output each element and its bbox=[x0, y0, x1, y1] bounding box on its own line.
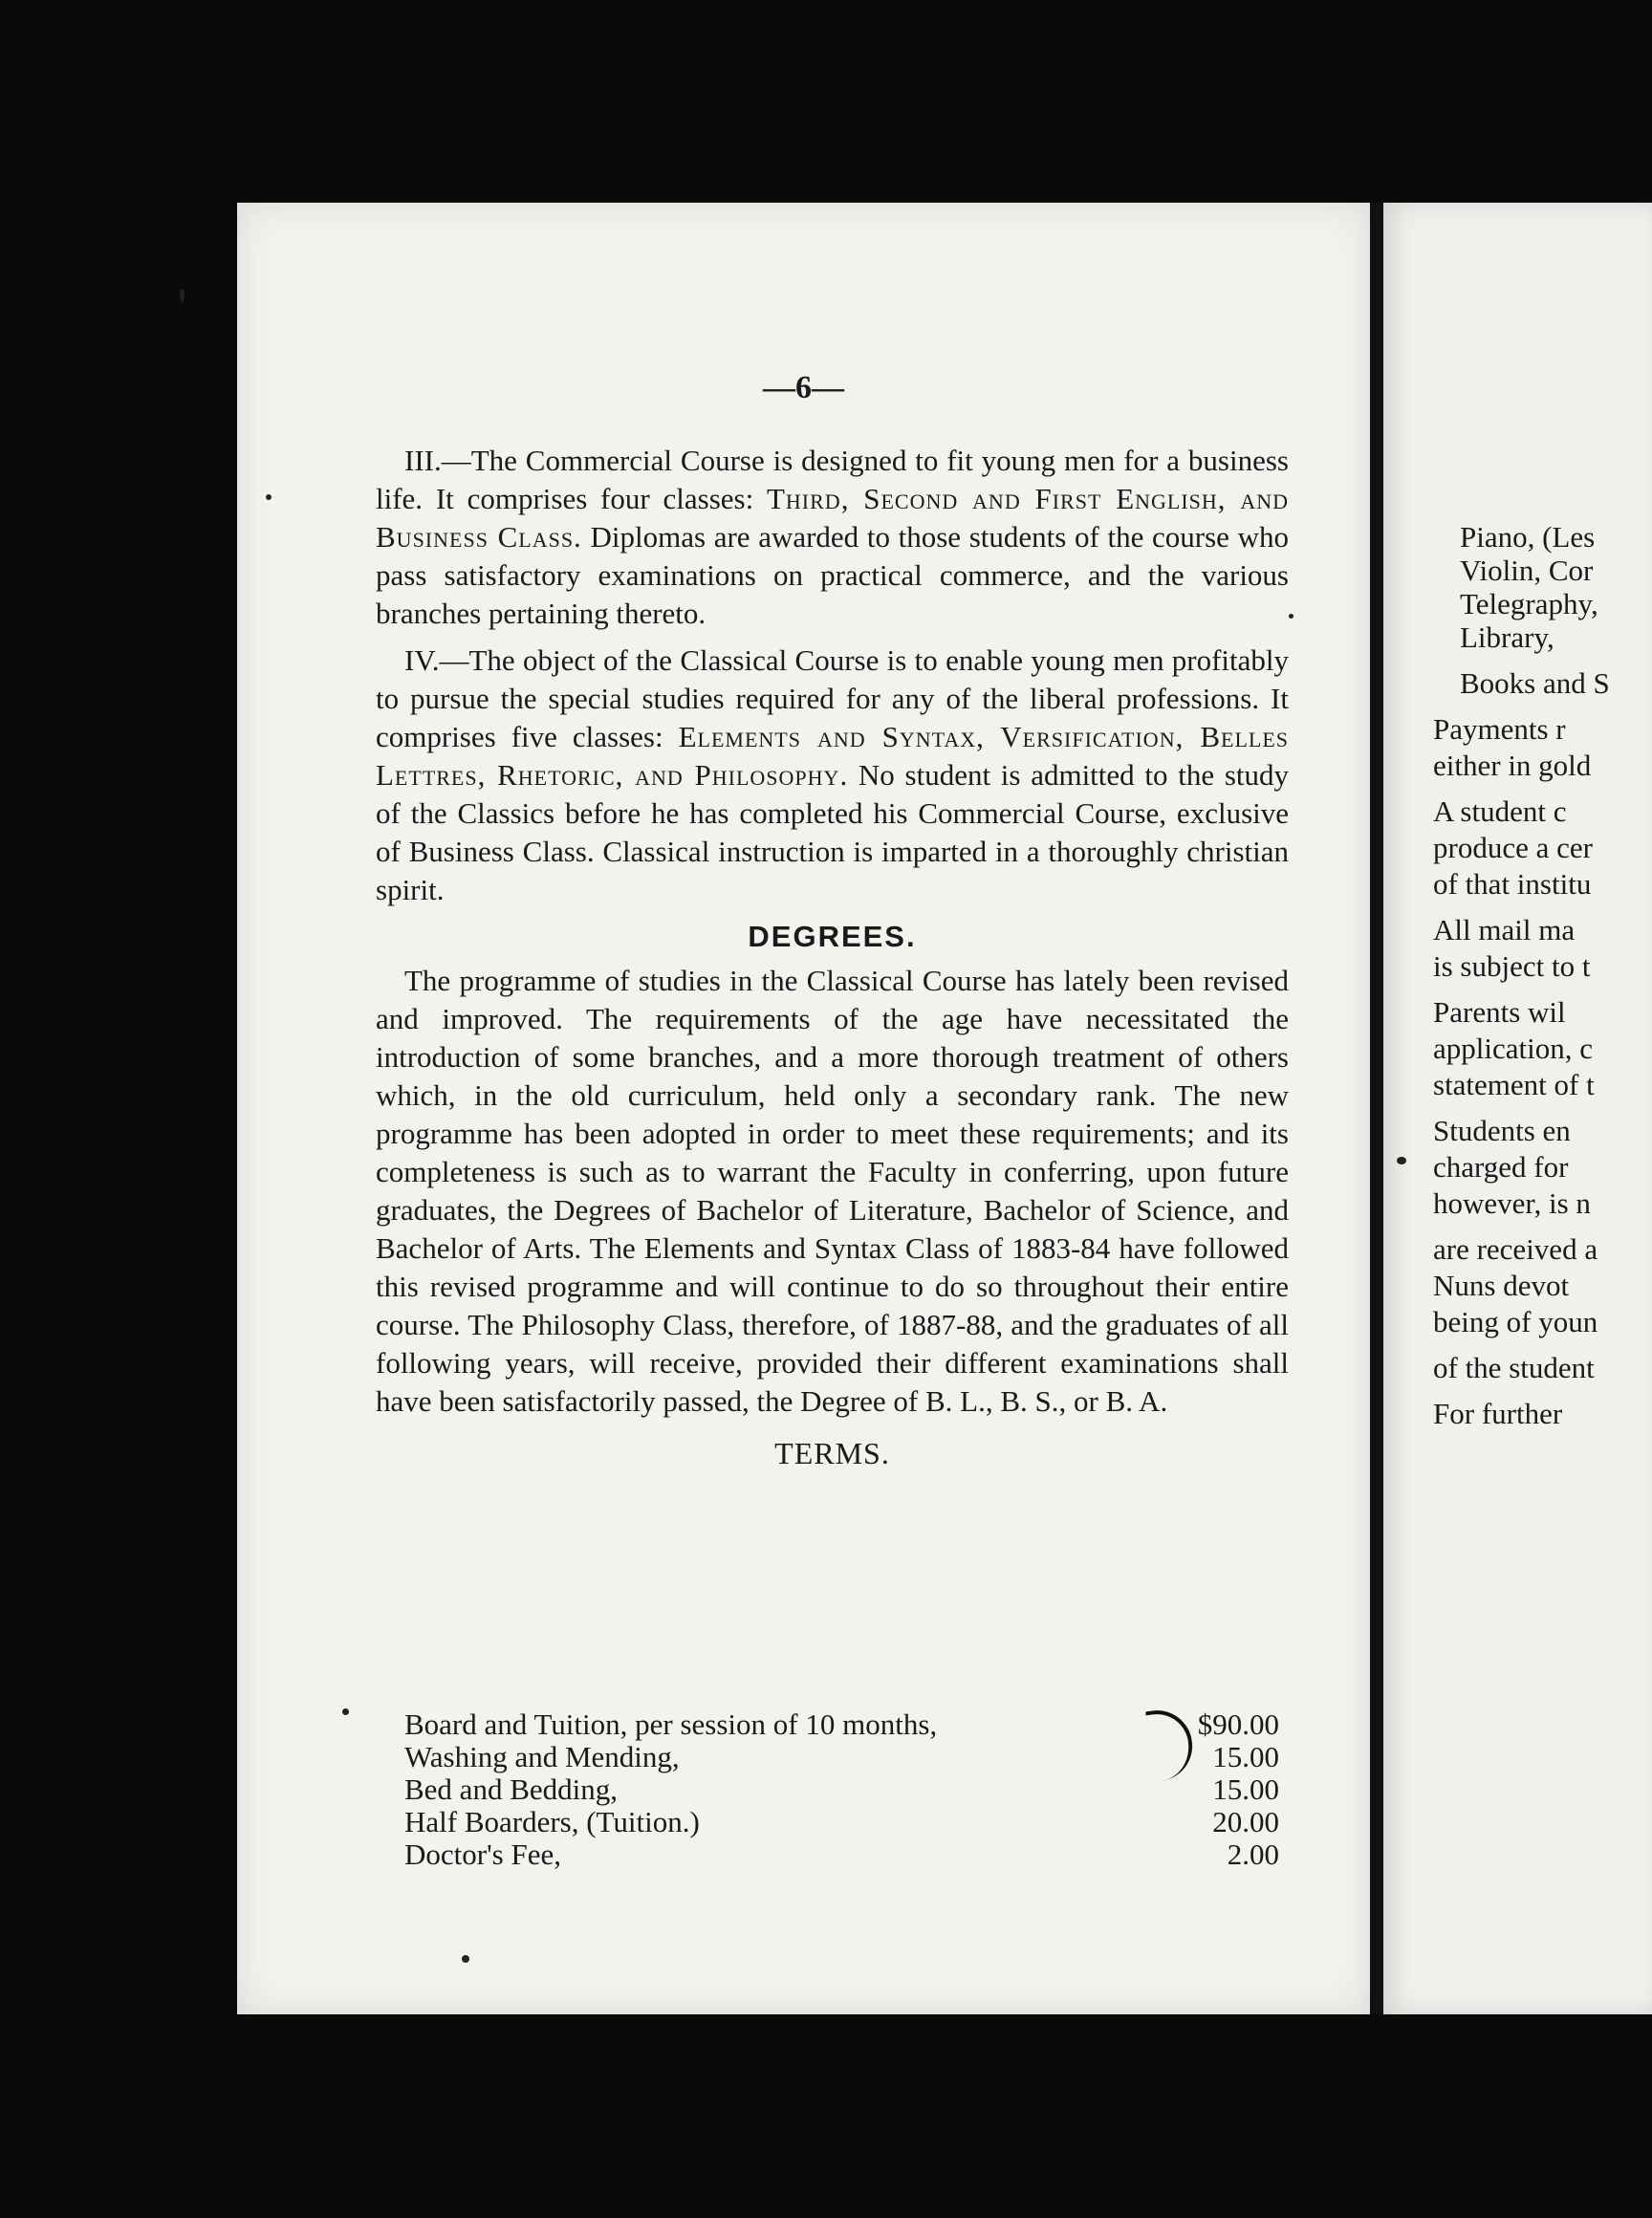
speck bbox=[462, 1955, 469, 1963]
right-page-line: All mail ma bbox=[1433, 913, 1576, 946]
speck bbox=[1289, 614, 1293, 619]
right-page-line: Payments r bbox=[1433, 712, 1566, 746]
commercial-course-paragraph bbox=[376, 442, 1289, 633]
terms-item: Half Boarders, (Tuition.) bbox=[404, 1805, 700, 1838]
main-text bbox=[376, 442, 1289, 1478]
right-page-line: statement of t bbox=[1433, 1068, 1595, 1101]
right-page-line: either in gold bbox=[1433, 749, 1592, 782]
right-page-line: produce a cer bbox=[1433, 831, 1593, 864]
terms-amount: $90.00 bbox=[1197, 1707, 1279, 1741]
right-page-line: being of youn bbox=[1433, 1305, 1598, 1338]
classical-course-paragraph bbox=[376, 641, 1289, 909]
classical-lead: IV.—The object of the Classical Course is to enable young men profitably to pursue the special studies required for any of the liberal professions. It comprises five classes: bbox=[376, 643, 1289, 753]
right-page-line: Telegraphy, bbox=[1460, 587, 1598, 620]
right-page-line: Books and S bbox=[1460, 666, 1610, 700]
terms-amount: 20.00 bbox=[1212, 1805, 1279, 1838]
terms-heading: TERMS. bbox=[774, 1436, 890, 1470]
degrees-heading: DEGREES. bbox=[748, 920, 917, 953]
terms-row bbox=[404, 1838, 1279, 1871]
terms-amount: 15.00 bbox=[1212, 1772, 1279, 1806]
page-number: —6— bbox=[763, 370, 844, 405]
degrees-paragraph: The programme of studies in the Classical Course has lately been revised and improved. The requirements of the age have necessitated the introduction of some branches, and a more thorough treatment of others which, in the old curriculum, held only a secondary rank. The new programme has been adopted in order to meet these requirements; and its completeness is such as to warrant the Faculty in conferring, upon future graduates, the Degrees of Bachelor of Literature, Bachelor of Science, and Bachelor of Arts. The Elements and Syntax Class of 1883-84 have followed this revised programme and will continue to do so throughout their entire course. The Philosophy Class, therefore, of 1887-88, and the graduates of all following years, will receive, provided their different examinations shall have been satisfactorily passed, the Degree of B. L., B. S., or B. A. bbox=[376, 964, 1289, 1418]
right-page-line: charged for bbox=[1433, 1150, 1569, 1184]
terms-row bbox=[404, 1806, 1279, 1838]
commercial-lead: III.—The Commercial Course is designed to fit young men for a business life. It comprises four classes: bbox=[376, 444, 1289, 515]
speck bbox=[180, 289, 185, 302]
right-page-line: Violin, Cor bbox=[1460, 554, 1594, 587]
right-page-line: Piano, (Les bbox=[1460, 520, 1596, 554]
right-page-line: of the student bbox=[1433, 1351, 1595, 1384]
right-page-line: application, c bbox=[1433, 1032, 1593, 1065]
speck bbox=[342, 1708, 349, 1715]
terms-item: Bed and Bedding, bbox=[404, 1772, 618, 1806]
speck bbox=[1397, 1157, 1406, 1164]
terms-item: Washing and Mending, bbox=[404, 1740, 680, 1773]
commercial-rest: Diplomas are awarded to those students of the course who pass satisfactory examinations on practical commerce, and the various branches pertaining thereto. bbox=[376, 520, 1289, 630]
right-page bbox=[1383, 203, 1652, 2014]
page-gutter bbox=[1370, 203, 1383, 2014]
left-page bbox=[237, 203, 1370, 2014]
right-page-line: Parents wil bbox=[1433, 995, 1566, 1029]
right-page-line: is subject to t bbox=[1433, 949, 1591, 983]
terms-item: Board and Tuition, per session of 10 months, bbox=[404, 1707, 938, 1741]
right-page-line: however, is n bbox=[1433, 1186, 1591, 1220]
classical-classes: Elements and Syntax, Versification, Belles Lettres, Rhetoric, and Philosophy. bbox=[376, 720, 1289, 792]
terms-amount: 2.00 bbox=[1227, 1837, 1279, 1871]
right-page-line: Students en bbox=[1433, 1114, 1571, 1147]
right-page-line: For further bbox=[1433, 1397, 1563, 1430]
classical-rest: No student is admitted to the study of the Classics before he has completed his Commercial Course, exclusive of Business Class. Classical instruction is imparted in a thoroughly christian spirit. bbox=[376, 758, 1289, 906]
right-page-line: A student c bbox=[1433, 794, 1567, 828]
terms-row bbox=[404, 1773, 1279, 1806]
speck bbox=[266, 494, 272, 500]
right-page-line: Nuns devot bbox=[1433, 1269, 1570, 1302]
terms-amount: 15.00 bbox=[1212, 1740, 1279, 1773]
terms-row bbox=[404, 1741, 1279, 1773]
right-page-line: Library, bbox=[1460, 620, 1554, 654]
commercial-classes: Third, Second and First English, and Business Class. bbox=[376, 482, 1289, 554]
right-page-line: of that institu bbox=[1433, 867, 1592, 901]
terms-item: Doctor's Fee, bbox=[404, 1837, 561, 1871]
right-page-line: are received a bbox=[1433, 1232, 1598, 1266]
